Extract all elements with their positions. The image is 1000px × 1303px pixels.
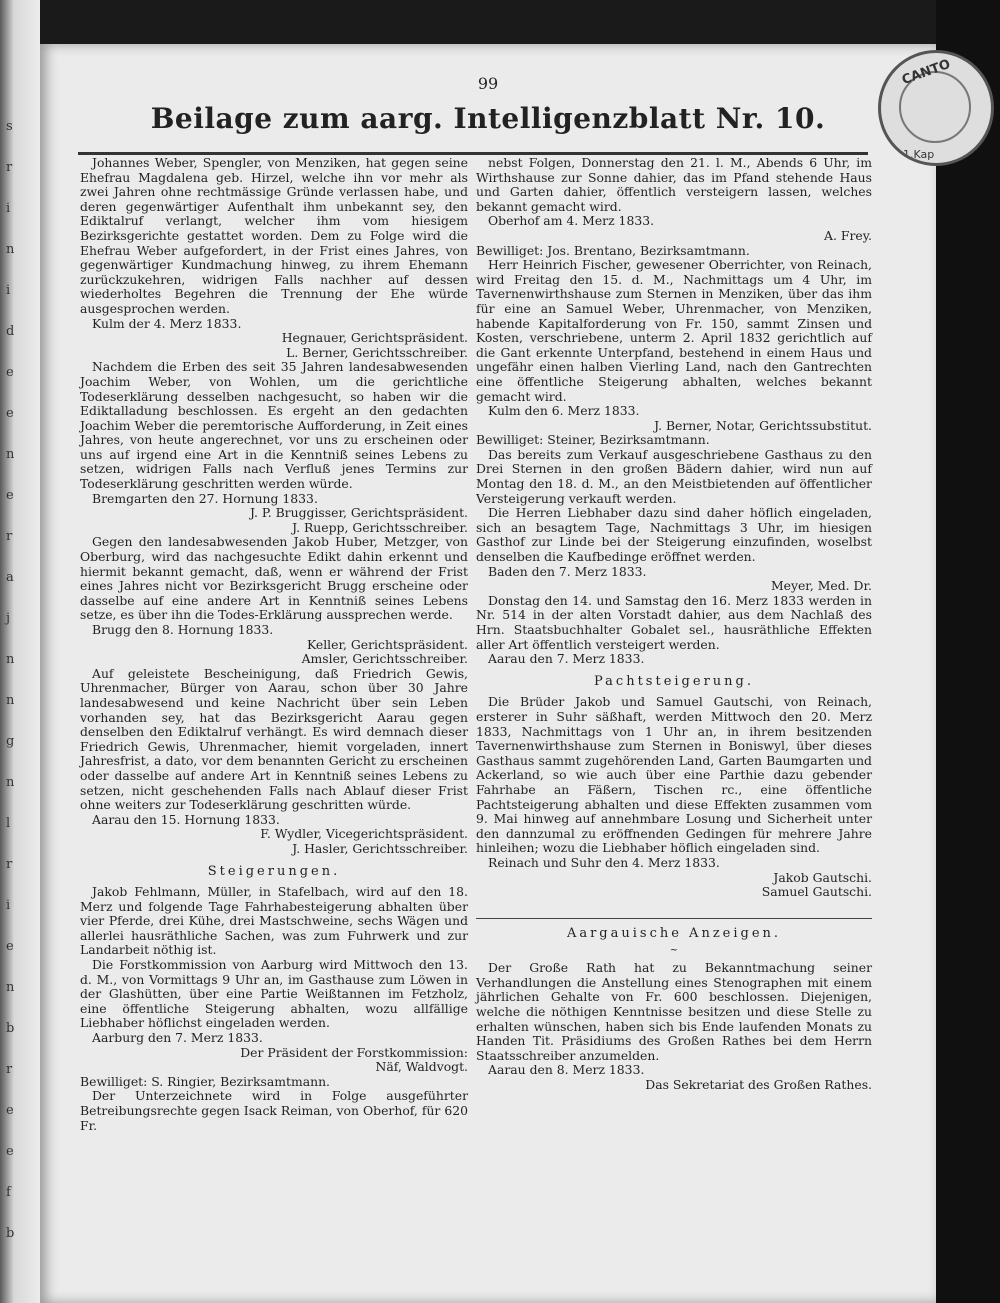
place-date-line: Baden den 7. Merz 1833. [488,563,647,579]
adjacent-page-letter: l [6,816,11,831]
adjacent-page-letter: e [6,1103,14,1118]
adjacent-page-letter: e [6,406,14,421]
paragraph: Donstag den 14. und Samstag den 16. Merz 1833 werden in Nr. 514 in der alten Vorstadt dahier, aus dem Nachlaß des Hrn. Staatsbuchhalter Gobalet sel., hausräthliche Effekten aller Art öffentlich versteigert werden. [476,592,872,652]
adjacent-page-letter: b [6,1021,15,1036]
signature-line: Meyer, Med. Dr. [770,578,872,594]
column-separator [476,918,872,919]
adjacent-page-letter: e [6,365,14,380]
adjacent-page-letter: e [6,1144,14,1159]
place-date-line: Aarau den 15. Hornung 1833. [92,811,280,827]
adjacent-page-letter: r [6,857,13,872]
signature-line: Amsler, Gerichtsschreiber. [301,651,468,667]
approval-line: Bewilliget: S. Ringier, Bezirksamtmann. [80,1073,330,1089]
adjacent-page-letter: j [6,611,11,626]
page-number: 99 [477,74,499,93]
signature-line: F. Wydler, Vicegerichtspräsident. [260,826,468,842]
signature-line: A. Frey. [824,227,872,243]
signature-line: Keller, Gerichtspräsident. [306,636,468,652]
paragraph: Auf geleistete Bescheinigung, daß Friedrich Gewis, Uhrenmacher, Bürger von Aarau, schon über 30 Jahre landesabwesend und keine Nachricht über sein Leben vorhanden sey, hat das Bezirksgericht Aarau gegen denselben den Ediktalruf verhängt. Es wird demnach dieser Friedrich Gewis, Uhrenmacher, hiemit vorgeladen, innert Jahresfrist, a dato, vor dem benannten Gericht zu erscheinen oder dasselbe auf andere Art in Kenntniß seines Lebens zu setzen, nicht geschehenden Falls nach Ablauf dieser Frist ohne weiters zur Todeserklärung geschritten würde. [80,665,468,813]
place-date-line: Reinach und Suhr den 4. Merz 1833. [488,854,720,870]
signature-line: J. Berner, Notar, Gerichtssubstitut. [654,417,872,433]
paragraph: nebst Folgen, Donnerstag den 21. l. M., Abends 6 Uhr, im Wirthshause zur Sonne dahier, das im Pfand stehende Haus und Garten dahier, öffentlich versteigern lassen, welches bekannt gemacht wird. [476,155,872,214]
adjacent-page-letter: r [6,1062,13,1077]
paragraph: Der Große Rath hat zu Bekanntmachung seiner Verhandlungen die Anstellung eines Stenographen mit einem jährlichen Gehalte von Fr. 600 beschlossen. Diejenigen, welche die nöthigen Kenntnisse besitzen und diese Stelle zu erhalten wünschen, haben sich bis Ende laufenden Monats zu Handen Tit. Präsidiums des Großen Rathes bei dem Herrn Staatsschreiber anzumelden. [476,960,872,1063]
section-heading: Pachtsteigerung. [594,673,754,689]
adjacent-page-edge [0,0,40,1303]
adjacent-page-letter: n [6,980,15,995]
adjacent-page-letter: n [6,447,15,462]
paragraph: Der Unterzeichnete wird in Folge ausgeführter Betreibungsrechte gegen Isack Reiman, von Oberhof, für 620 Fr. [80,1088,468,1133]
signature-line: Das Sekretariat des Großen Rathes. [645,1077,872,1093]
paragraph: Die Brüder Jakob und Samuel Gautschi, von Reinach, ersterer in Suhr säßhaft, werden Mittwoch den 20. Merz 1833, Nachmittags von 1 Uhr an, in ihrem besitzenden Tavernenwirthshause zum Sternen in Boniswyl, über dieses Gasthaus sammt zugehörenden Land, Garten Baumgarten und Ackerland, so wie auch über eine Parthie dazu gebender Fahrhabe an Fäßern, Tischen rc., eine öffentliche Pachtsteigerung abhalten und diese Effekten zusammen vom 9. Mai hinweg auf annehmbare Losung und Sicherheit unter den dannzumal zu eröffnenden Gedingen für mehrere Jahre hinleihen; wozu die Liebhaber höflich eingeladen sind. [476,694,872,856]
signature-line: Hegnauer, Gerichtspräsident. [281,330,468,346]
signature-line: Samuel Gautschi. [761,884,872,900]
adjacent-page-letter: s [6,119,13,134]
heading-flourish: ~ [669,945,679,957]
adjacent-page-letter: i [6,283,11,298]
adjacent-page-letter: n [6,652,15,667]
place-date-line: Brugg den 8. Hornung 1833. [92,622,274,637]
paragraph: Gegen den landesabwesenden Jakob Huber, Metzger, von Oberburg, wird das nachgesuchte Edikt dahin erkennt und hiermit bekannt gemacht, daß, wenn er während der Frist eines Jahres nicht vor Bezirksgericht Brugg erscheine oder dasselbe auf eine andere Art in Kenntniß seines Lebens setze, es über ihn die Todes-Erklärung aussprechen werde. [80,534,468,623]
stamp-text: CANTO [899,56,953,89]
paragraph: Die Forstkommission von Aarburg wird Mittwoch den 13. d. M., von Vormittags 9 Uhr an, im Gasthause zum Löwen in der Glashütten, über eine Partie Weißtannen im Fetzholz, eine öffentliche Steigerung abhalten, wozu allfällige Liebhaber höflichst eingeladen werden. [80,957,468,1031]
adjacent-page-letter: g [6,734,15,749]
place-date-line: Bremgarten den 27. Hornung 1833. [92,490,318,506]
paragraph: Johannes Weber, Spengler, von Menziken, hat gegen seine Ehefrau Magdalena geb. Hirzel, welche ihn vor mehr als zwei Jahren ohne rechtmässige Gründe verlassen habe, und deren gegenwärtiger Aufenthalt ihm unbekannt sey, den Ediktalruf verlangt, welcher ihm vom hiesigem Bezirksgerichte gestattet worden. Dem zu Folge wird die Ehefrau Weber aufgefordert, in der Frist eines Jahres, von gegenwärtiger Kundmachung hinweg, zu ihrem Ehemann zurückzukehren, widrigen Falls nachher auf dessen wiederholtes Begehren die Trennung der Ehe würde ausgesprochen werden. [80,155,468,316]
adjacent-page-letter: b [6,1226,15,1241]
signature-line: Der Präsident der Forstkommission: [240,1044,468,1060]
signature-line: J. Ruepp, Gerichtsschreiber. [292,519,468,535]
adjacent-page-letter: d [6,324,15,339]
library-stamp [878,50,994,166]
place-date-line: Aarau den 7. Merz 1833. [488,651,645,667]
place-date-line: Aarburg den 7. Merz 1833. [92,1030,263,1046]
document-page [40,44,936,1303]
place-date-line: Aarau den 8. Merz 1833. [488,1062,645,1078]
adjacent-page-letter: i [6,898,11,913]
paragraph: Nachdem die Erben des seit 35 Jahren landesabwesenden Joachim Weber, von Wohlen, um die gerichtliche Todeserklärung desselben nachgesucht, so haben wir die Ediktalladung beschlossen. Es ergeht an den gedachten Joachim Weber die peremtorische Aufforderung, in Zeit eines Jahres, von heute angerechnet, vor uns zu erscheinen oder uns auf irgend eine Art in die Kenntniß seines Lebens zu setzen, widrigen Falls nach Verfluß jenes Termins zur Todeserklärung geschritten werden würde. [80,359,468,492]
place-date-line: Kulm der 4. Merz 1833. [92,315,242,331]
signature-line: J. P. Bruggisser, Gerichtspräsident. [249,505,468,521]
place-date-line: Kulm den 6. Merz 1833. [488,403,640,419]
signature-line: Näf, Waldvogt. [375,1059,468,1075]
section-heading: Steigerungen. [207,863,341,879]
page-title: Beilage zum aarg. Intelligenzblatt Nr. 10. [150,102,826,135]
adjacent-page-letter: r [6,160,13,175]
right-column [476,156,872,1093]
adjacent-page-letter: n [6,242,15,257]
left-column [80,156,468,1133]
signature-line: Jakob Gautschi. [773,869,872,885]
paragraph: Die Herren Liebhaber dazu sind daher höflich eingeladen, sich an besagtem Tage, Nachmittags 3 Uhr, im hiesigen Gasthof zur Linde bei der Steigerung einzufinden, woselbst denselben die Kaufbedinge eröffnet werden. [476,505,872,565]
signature-line: L. Berner, Gerichtsschreiber. [286,344,468,360]
paragraph: Jakob Fehlmann, Müller, in Stafelbach, wird auf den 18. Merz und folgende Tage Fahrhabesteigerung abhalten über vier Pferde, drei Kühe, drei Mastschweine, sechs Wägen und allerlei hausräthliche Sachen, was zum Fuhrwerk und zur Landarbeit nöthig ist. [80,884,468,958]
adjacent-page-letter: e [6,488,14,503]
adjacent-page-letter: f [6,1185,11,1200]
paragraph: Das bereits zum Verkauf ausgeschriebene Gasthaus zu den Drei Sternen in den großen Bädern dahier, wird nun auf Montag den 18. d. M., an den Meistbietenden auf öffentlicher Versteigerung verkauft werden. [476,446,872,506]
adjacent-page-letter: r [6,529,13,544]
approval-line: Bewilliget: Jos. Brentano, Bezirksamtmann. [476,242,750,258]
paragraph: Herr Heinrich Fischer, gewesener Oberrichter, von Reinach, wird Freitag den 15. d. M., Nachmittags um 4 Uhr, im Tavernenwirthshause zum Sternen in Menziken, über das ihm für eine an Samuel Weber, Uhrenmacher, von Menziken, habende Kapitalforderung von Fr. 150, sammt Zinsen und Kosten, verschriebene, unterm 2. April 1832 gerichtlich auf die Gant erkennte Unterpfand, bestehend in einem Haus und ungefähr einen halben Vierling Land, nach den Gantrechten eine öffentliche Steigerung abhalten, welches bekannt gemacht wird. [476,257,872,404]
adjacent-page-letter: i [6,201,11,216]
adjacent-page-letter: e [6,939,14,954]
section-heading: Aargauische Anzeigen. [566,925,782,941]
signature-line: J. Hasler, Gerichtsschreiber. [292,840,468,856]
adjacent-page-letter: n [6,693,15,708]
adjacent-page-letter: a [6,570,14,585]
stamp-subtext: 1.Kap [903,148,935,161]
place-date-line: Oberhof am 4. Merz 1833. [488,213,655,229]
approval-line: Bewilliget: Steiner, Bezirksamtmann. [476,432,710,448]
adjacent-page-letter: n [6,775,15,790]
scan-background [936,0,1000,1303]
